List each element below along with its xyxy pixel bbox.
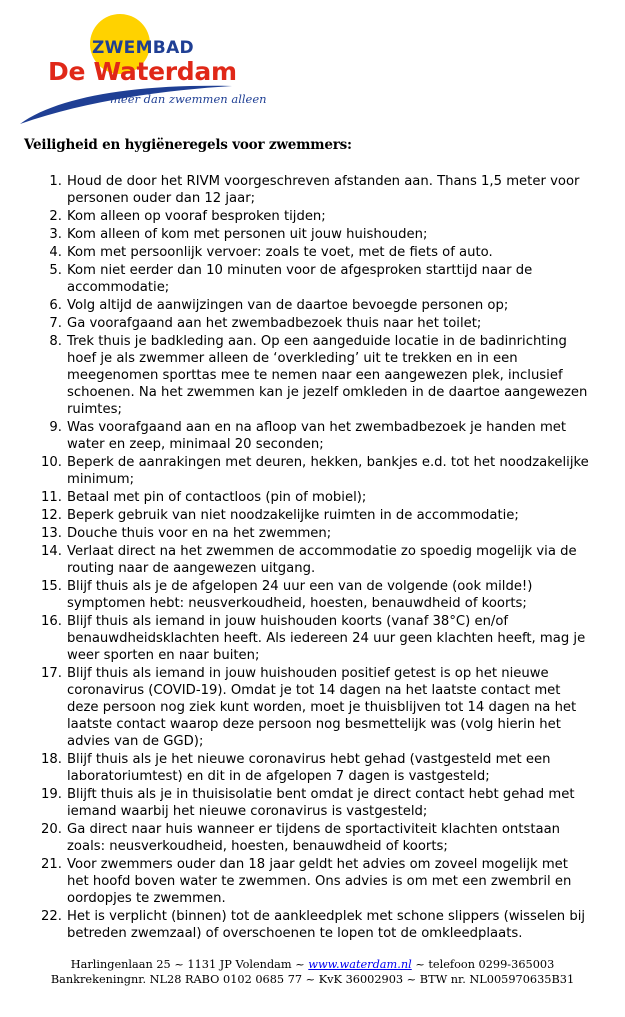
rule-number: 15. [41,579,62,595]
footer-registration: Bankrekeningnr. NL28 RABO 0102 0685 77 ~ KvK 36002903 ~ BTW nr. NL005970635B31 [50,973,575,986]
rule-number: 4. [49,245,62,261]
footer [0,957,625,987]
rule-text: Het is verplicht (binnen) tot de aankleedplek met schone slippers (wisselen bij betreden zwemzaal) of overschoenen te lopen tot de omkleedplaats. [67,909,586,941]
rule-text: Beperk gebruik van niet noodzakelijke ruimten in de accommodatie; [67,508,519,524]
rule-text: Kom niet eerder dan 10 minuten voor de afgesproken starttijd naar de accommodatie; [67,263,533,296]
logo-main-text: De Waterdam [48,57,237,86]
rule-item [0,245,625,262]
rule-text: Trek thuis je badkleding aan. Op een aangeduide locatie in de badinrichting hoef je als zwemmer alleen de ‘overkleding’ uit te trekken en in een meegenomen sporttas mee te nemen naar een aangewezen plek, inclusief schoenen. Na het zwemmen kan je jezelf omkleden in de daartoe aangewezen ruimtes; [67,334,588,418]
rule-text: Kom alleen op vooraf besproken tijden; [67,209,326,224]
rule-text: Betaal met pin of contactloos (pin of mobiel); [67,490,367,506]
rule-text: Ga direct naar huis wanneer er tijdens de sportactiviteit klachten ontstaan zoals: neusverkoudheid, hoesten, benauwdheid of koorts; [67,822,561,854]
rule-number: 18. [41,752,62,768]
rule-item [0,227,625,244]
rule-item [0,174,625,208]
rule-number: 5. [49,263,62,279]
rule-item [0,490,625,507]
rule-number: 21. [41,857,62,873]
rule-text: Blijf thuis als je de afgelopen 24 uur een van de volgende (ook milde!) symptomen hebt: neusverkoudheid, hoesten, benauwdheid of koorts; [67,579,533,612]
rule-item [0,752,625,786]
rule-text: Volg altijd de aanwijzingen van de daartoe bevoegde personen op; [67,298,509,314]
rule-text: Beperk de aanrakingen met deuren, hekken, bankjes e.d. tot het noodzakelijke minimum; [67,455,589,488]
rule-item [0,263,625,297]
rule-number: 22. [41,909,62,924]
rule-item [0,857,625,908]
rule-item [0,526,625,543]
rule-item [0,334,625,419]
waterdam-logo [18,14,267,114]
rule-text: Verlaat direct na het zwemmen de accommodatie zo spoedig mogelijk via de routing naar de aangewezen uitgang. [67,544,577,577]
logo-tagline: meer dan zwemmen alleen [110,92,267,106]
rule-number: 11. [41,490,62,506]
footer-address: Harlingenlaan 25 ~ 1131 JP Volendam ~ [70,958,305,971]
rule-item [0,298,625,315]
rule-item [0,209,625,226]
rule-text: Blijft thuis als je in thuisisolatie bent omdat je direct contact hebt gehad met iemand waarbij het nieuwe coronavirus is vastgesteld; [67,787,575,819]
rule-item [0,420,625,454]
rule-number: 10. [41,455,62,471]
footer-contact-line [0,957,625,972]
rule-number: 7. [49,316,62,332]
rule-item [0,544,625,578]
rule-item [0,455,625,489]
rule-item [0,614,625,665]
rule-number: 14. [41,544,62,560]
rule-item [0,909,625,943]
rule-number: 6. [49,298,62,314]
page-heading: Veiligheid en hygiëneregels voor zwemmers: [24,137,352,153]
rule-number: 1. [49,174,62,189]
rule-text: Blijf thuis als iemand in jouw huishouden positief getest is op het nieuwe coronavirus (COVID-19). Omdat je tot 14 dagen na het laatste contact met deze persoon nog ziek kunt worden, moet je thuisblijven tot 14 dagen na het laatste contact waarop deze persoon nog besmettelijk was (volg hierin het advies van de GGD); [67,666,577,749]
rule-text: Houd de door het RIVM voorgeschreven afstanden aan. Thans 1,5 meter voor personen ouder dan 12 jaar; [67,174,580,206]
rule-text: Was voorafgaand aan en na afloop van het zwembadbezoek je handen met water en zeep, minimaal 20 seconden; [67,420,567,453]
rule-text: Douche thuis voor en na het zwemmen; [67,526,332,542]
rule-item [0,508,625,525]
rule-text: Ga voorafgaand aan het zwembadbezoek thuis naar het toilet; [67,316,482,332]
rules-list [0,174,625,944]
rule-item [0,666,625,751]
rule-item [0,579,625,613]
footer-phone: ~ telefoon 0299-365003 [415,958,555,971]
rule-number: 20. [41,822,62,838]
rule-item [0,822,625,856]
rule-number: 17. [41,666,62,682]
rule-number: 12. [41,508,62,524]
rule-number: 19. [41,787,62,803]
rule-number: 8. [49,334,62,350]
rule-number: 3. [49,227,62,243]
rule-text: Blijf thuis als je het nieuwe coronavirus hebt gehad (vastgesteld met een laboratoriumtest) en dit in de afgelopen 7 dagen is vastgesteld; [67,752,551,784]
rule-text: Kom met persoonlijk vervoer: zoals te voet, met de fiets of auto. [67,245,493,261]
rule-text: Blijf thuis als iemand in jouw huishouden koorts (vanaf 38°C) en/of benauwdheidsklachten heeft. Als iedereen 24 uur geen klachten heeft, mag je weer sporten en naar buiten; [67,614,586,664]
logo-top-text: ZWEMBAD [92,38,194,58]
rule-number: 9. [49,420,62,436]
rule-text: Voor zwemmers ouder dan 18 jaar geldt het advies om zoveel mogelijk met het hoofd boven water te zwemmen. Ons advies is om met een zwembril en oordopjes te zwemmen. [67,857,572,906]
rule-text: Kom alleen of kom met personen uit jouw huishouden; [67,227,428,243]
rule-number: 13. [41,526,62,542]
rule-item [0,787,625,821]
rule-item [0,316,625,333]
rule-number: 16. [41,614,62,630]
website-link[interactable]: www.waterdam.nl [308,958,412,971]
rule-number: 2. [49,209,62,224]
